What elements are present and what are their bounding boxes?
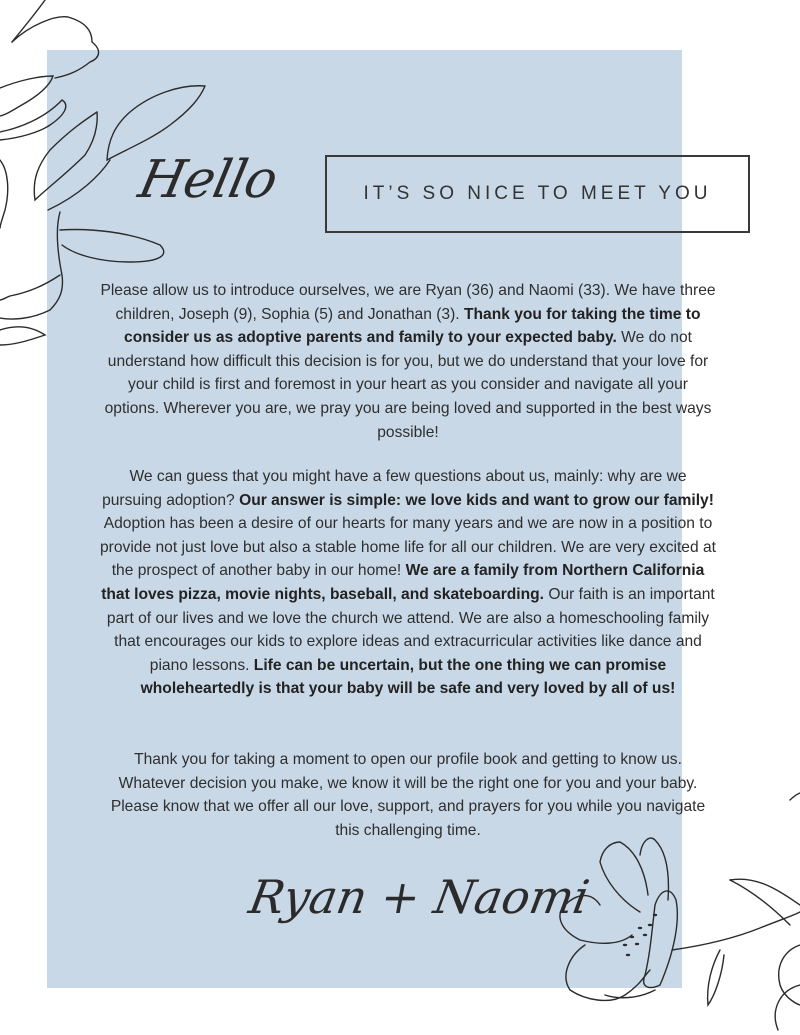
signature-script: Ryan + Naomi bbox=[245, 870, 594, 924]
paragraph-closing: Thank you for taking a moment to open our profile book and getting to know us. Whatever decision you make, we know it will be the right one for you and your baby. Please know that we offer all our love, support, and prayers for you while you navigate this challenging time. bbox=[110, 751, 706, 839]
heading-text: IT’S SO NICE TO MEET YOU bbox=[363, 183, 712, 204]
heading-box bbox=[325, 155, 750, 233]
greeting-script: Hello bbox=[133, 150, 283, 210]
paragraph-intro: Please allow us to introduce ourselves, we are Ryan (36) and Naomi (33). We have three children, Joseph (9), Sophia (5) and Jonathan (3). Thank you for taking the time to consider us as adoptive parents and family to your expected baby. We do not understand how difficult this decision is for you, but we do understand that your love for your child is first and foremost in your heart as you consider and navigate all your options. Wherever you are, we pray you are being loved and supported in the best ways possible! bbox=[100, 282, 716, 441]
paragraph-about: We can guess that you might have a few questions about us, mainly: why are we pursuing adoption? Our answer is simple: we love kids and want to grow our family! Adoption has been a desire of our hearts for many years and we are now in a position to provide not just love but also a stable home life for all our children. We are very excited at the prospect of another baby in our home! We are a family from Northern California that loves pizza, movie nights, baseball, and skateboarding. Our faith is an important part of our lives and we love the church we attend. We are also a homeschooling family that encourages our kids to explore ideas and extracurricular activities like dance and piano lessons. Life can be uncertain, but the one thing we can promise wholeheartedly is that your baby will be safe and very loved by all of us! bbox=[100, 468, 716, 698]
